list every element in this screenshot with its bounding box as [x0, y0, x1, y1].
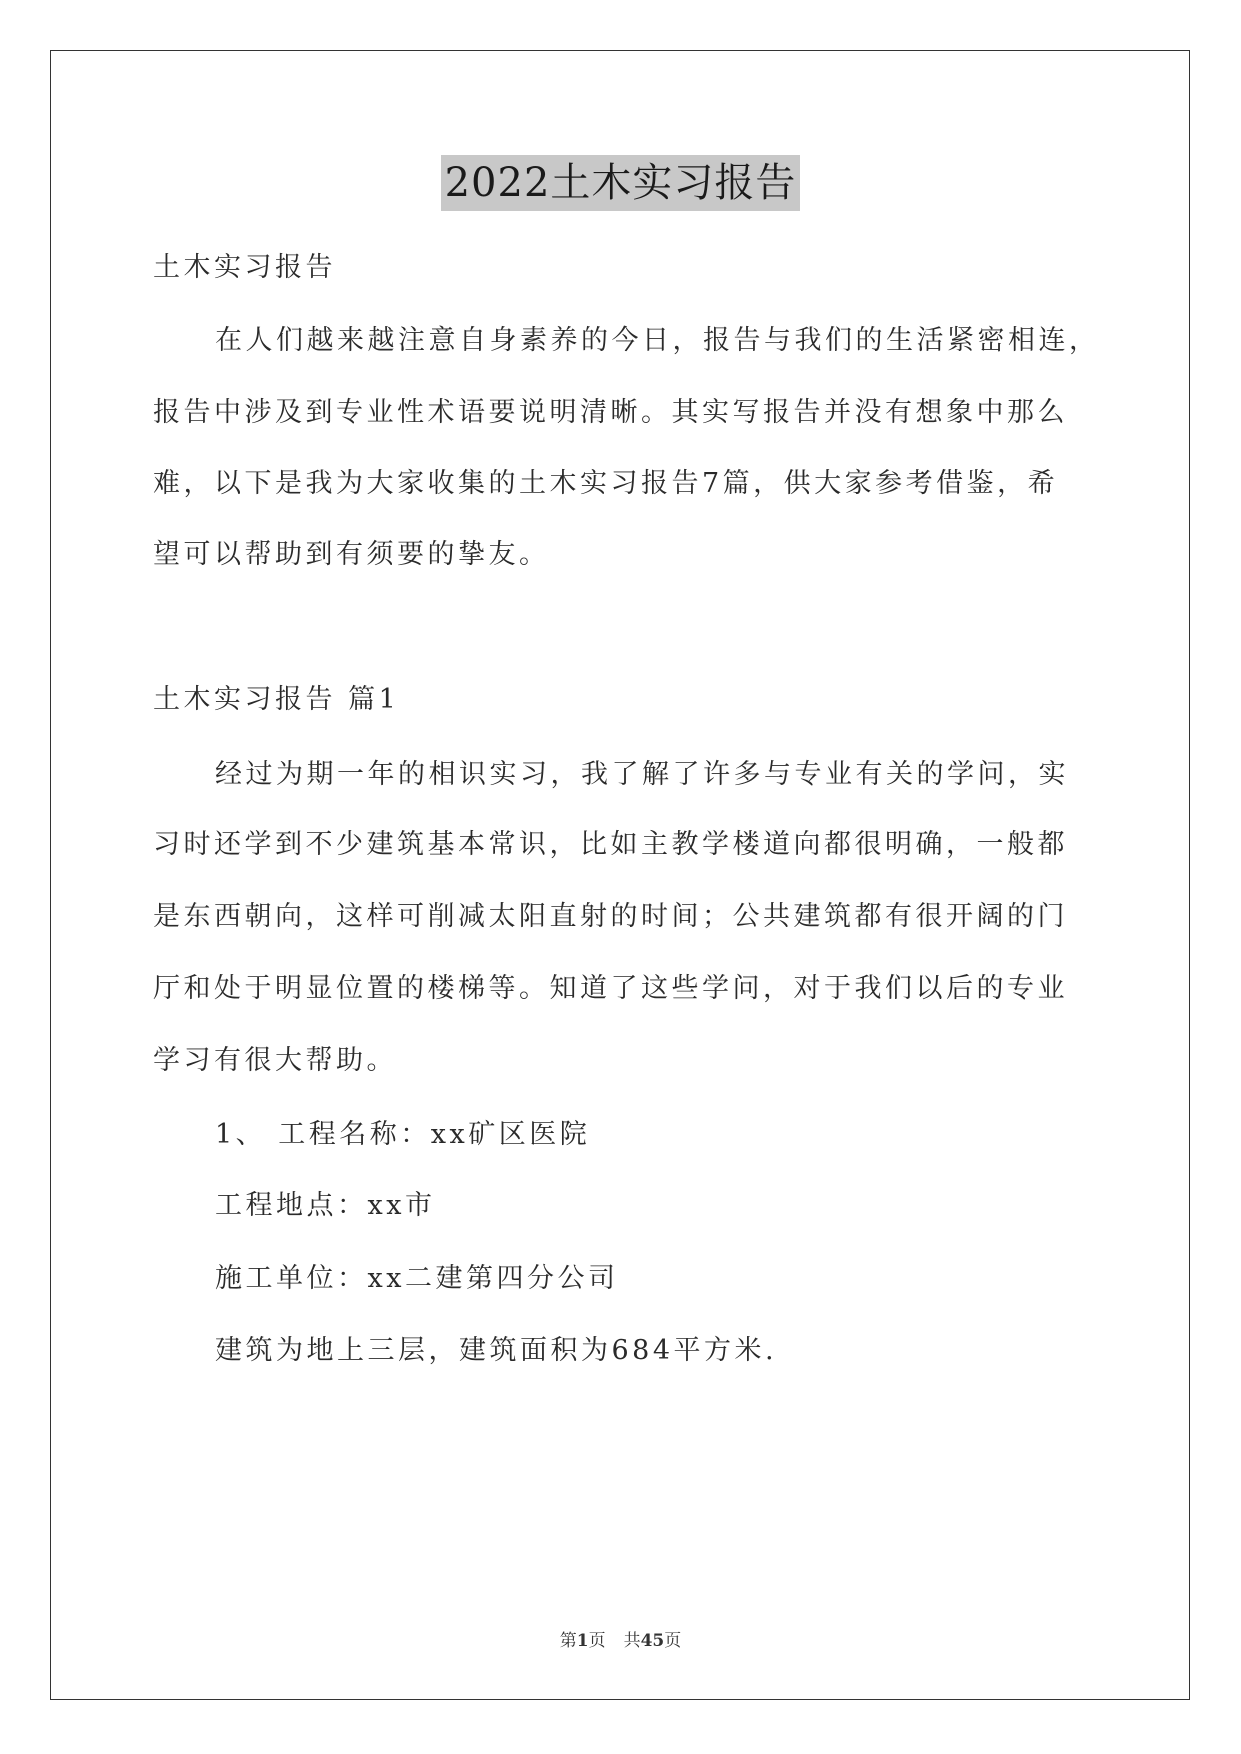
footer-total-suffix: 页 [664, 1631, 682, 1651]
page-footer [0, 1626, 1241, 1651]
paragraph-line: 是东西朝向，这样可削减太阳直射的时间；公共建筑都有很开阔的门 [153, 901, 1068, 932]
footer-page-current: 1 [576, 1631, 589, 1651]
paragraph-line: 在人们越来越注意自身素养的今日，报告与我们的生活紧密相连， [215, 325, 1100, 356]
paragraph-line: 厅和处于明显位置的楼梯等。知道了这些学问，对于我们以后的专业 [153, 973, 1068, 1004]
section-heading: 土木实习报告 [153, 252, 336, 283]
paragraph-line: 难，以下是我为大家收集的土木实习报告7篇，供大家参考借鉴，希 [153, 468, 1059, 499]
paragraph-line: 经过为期一年的相识实习，我了解了许多与专业有关的学问，实 [215, 759, 1069, 790]
paragraph-line: 报告中涉及到专业性术语要说明清晰。其实写报告并没有想象中那么 [153, 397, 1068, 428]
paragraph-line: 习时还学到不少建筑基本常识，比如主教学楼道向都很明确，一般都 [153, 829, 1068, 860]
list-item: 建筑为地上三层，建筑面积为684平方米. [215, 1335, 778, 1366]
list-item: 工程地点：xx市 [215, 1190, 436, 1221]
footer-total-prefix: 共 [623, 1631, 641, 1651]
footer-page-prefix: 第 [559, 1631, 577, 1651]
paragraph-line: 望可以帮助到有须要的挚友。 [153, 539, 550, 570]
title-container [0, 155, 1241, 211]
footer-page-mid: 页 [588, 1631, 606, 1651]
list-item: 施工单位：xx二建第四分公司 [215, 1263, 619, 1294]
document-title: 2022土木实习报告 [441, 155, 801, 211]
paragraph-line: 学习有很大帮助。 [153, 1045, 397, 1076]
footer-page-total: 45 [640, 1631, 665, 1651]
page-border [50, 50, 1190, 1700]
list-item: 1、 工程名称：xx矿区医院 [215, 1119, 591, 1150]
section-heading: 土木实习报告 篇1 [153, 684, 400, 715]
